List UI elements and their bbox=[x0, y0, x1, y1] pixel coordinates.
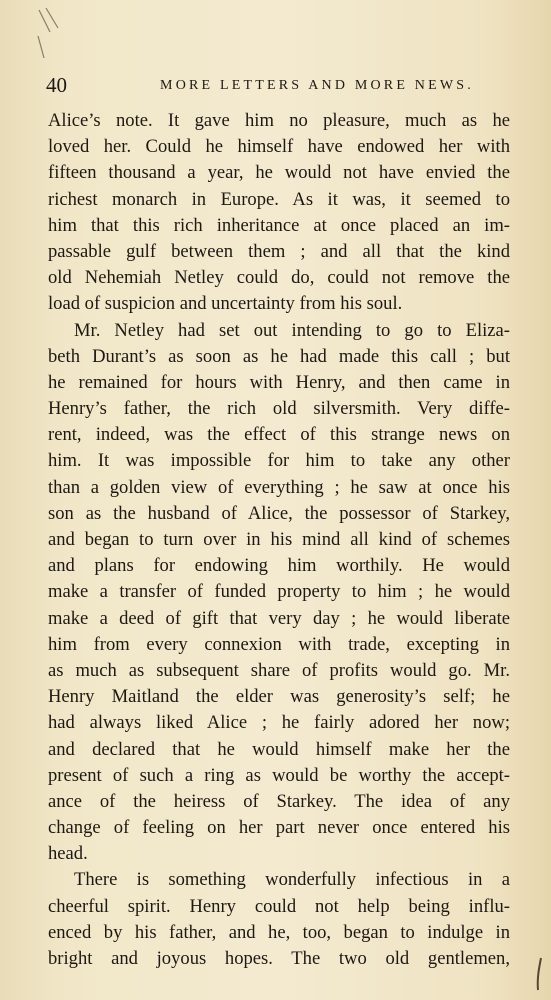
page-header bbox=[46, 72, 512, 98]
text-line: ance of the heiress of Starkey. The idea of any bbox=[48, 790, 510, 812]
text-line: make a transfer of funded property to him ; he would bbox=[48, 581, 510, 603]
text-line: Henry Maitland the elder was generosity’s self; he bbox=[48, 686, 510, 708]
text-line: enced by his father, and he, too, began to indulge in bbox=[48, 921, 510, 943]
text-line: make a deed of gift that very day ; he would liberate bbox=[48, 607, 510, 629]
running-head: MORE LETTERS AND MORE NEWS. bbox=[160, 78, 474, 93]
text-line: and began to turn over in his mind all kind of schemes bbox=[48, 529, 510, 550]
text-line: cheerful spirit. Henry could not help being influ- bbox=[48, 895, 510, 917]
text-line: rent, indeed, was the effect of this strange news on bbox=[48, 424, 510, 446]
text-line: head. bbox=[48, 843, 88, 865]
text-line: richest monarch in Europe. As it was, it seemed to bbox=[48, 188, 510, 210]
text-line: loved her. Could he himself have endowed her with bbox=[48, 136, 510, 158]
text-line: There is something wonderfully infectious in a bbox=[74, 869, 510, 891]
text-line: Alice’s note. It gave him no pleasure, much as he bbox=[48, 110, 510, 131]
body-text bbox=[48, 108, 510, 972]
text-line: Henry’s father, the rich old silversmith. Very diffe- bbox=[48, 398, 510, 420]
text-line: as much as subsequent share of profits would go. Mr. bbox=[48, 659, 510, 681]
text-line: Mr. Netley had set out intending to go to Eliza- bbox=[74, 319, 510, 341]
text-line: beth Durant’s as soon as he had made this call ; but bbox=[48, 345, 510, 367]
text-line: bright and joyous hopes. The two old gentlemen, bbox=[48, 948, 510, 969]
text-line: him that this rich inheritance at once placed an im- bbox=[48, 214, 510, 236]
text-line: and plans for endowing him worthily. He would bbox=[48, 555, 510, 577]
text-line: than a golden view of everything ; he saw at once his bbox=[48, 476, 510, 498]
margin-ink-mark bbox=[531, 956, 547, 992]
text-line: change of feeling on her part never once entered his bbox=[48, 817, 510, 839]
page-number: 40 bbox=[46, 73, 67, 97]
text-line: and declared that he would himself make her the bbox=[48, 738, 510, 760]
text-line: him. It was impossible for him to take any other bbox=[48, 450, 510, 472]
text-line: he remained for hours with Henry, and then came in bbox=[48, 371, 510, 393]
text-line: passable gulf between them ; and all that the kind bbox=[48, 240, 510, 262]
ink-mark bbox=[36, 6, 66, 62]
text-line: present of such a ring as would be worthy the accept- bbox=[48, 764, 510, 786]
text-line: fifteen thousand a year, he would not have envied the bbox=[48, 162, 510, 184]
text-line: him from every connexion with trade, excepting in bbox=[48, 633, 510, 655]
text-line: old Nehemiah Netley could do, could not remove the bbox=[48, 267, 510, 289]
text-line: had always liked Alice ; he fairly adored her now; bbox=[48, 712, 510, 734]
text-line: son as the husband of Alice, the possessor of Starkey, bbox=[48, 502, 510, 524]
text-line: load of suspicion and uncertainty from his soul. bbox=[48, 293, 403, 315]
